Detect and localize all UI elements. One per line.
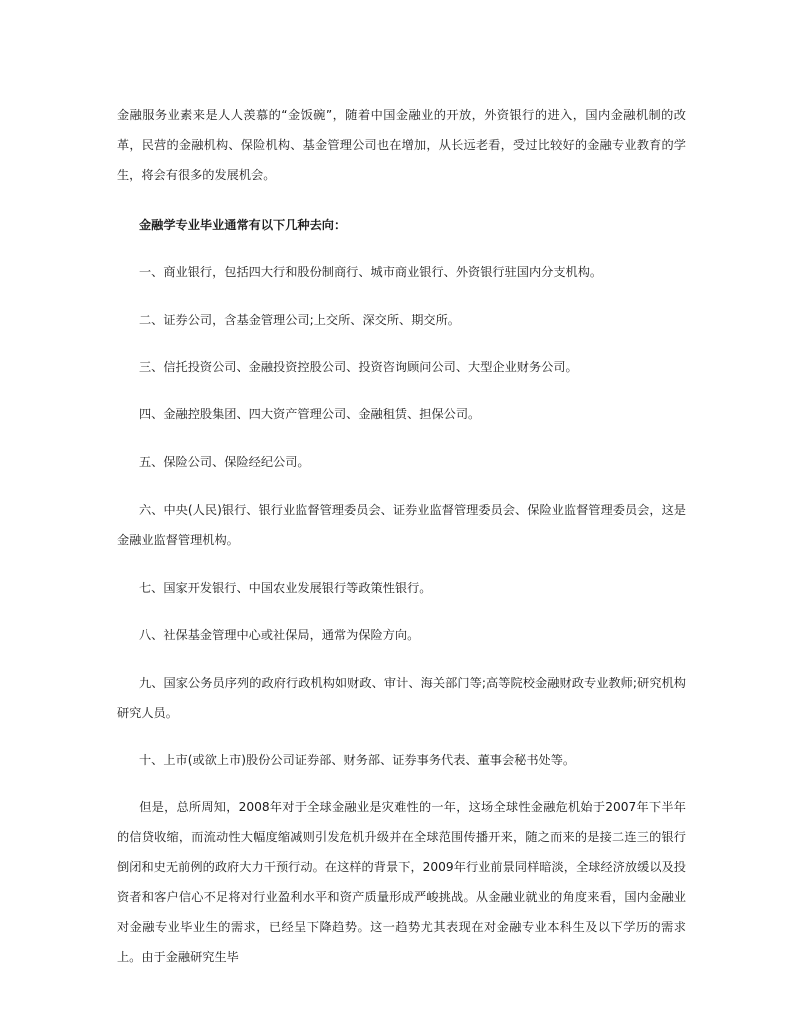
list-item-10: 十、上市(或欲上市)股份公司证券部、财务部、证券事务代表、董事会秘书处等。 xyxy=(139,753,576,767)
list-item-5: 五、保险公司、保险经纪公司。 xyxy=(139,455,310,469)
closing-paragraph xyxy=(117,792,686,972)
list-item-3: 三、信托投资公司、金融投资控股公司、投资咨询顾问公司、大型企业财务公司。 xyxy=(139,360,578,374)
closing-paragraph-text: 但是，总所周知，2008年对于全球金融业是灾难性的一年，这场全球性金融危机始于2007年下半年的信贷收缩，而流动性大幅度缩减则引发危机升级并在全球范围传播开来，随之而来的是接二连三的银行倒闭和史无前例的政府大力干预行动。在这样的背景下，2009年行业前景同样暗淡，全球经济放缓以及投资者和客户信心不足将对行业盈利水平和资产质量形成严峻挑战。从金融业就业的角度来看，国内金融业对金融专业毕业生的需求，已经呈下降趋势。这一趋势尤其表现在对金融专业本科生及以下学历的需求上。由于金融研究生毕 xyxy=(117,800,686,964)
list-item-6 xyxy=(117,495,686,555)
list-item-7: 七、国家开发银行、中国农业发展银行等政策性银行。 xyxy=(139,581,432,595)
list-item-6-text: 六、中央(人民)银行、银行业监督管理委员会、证券业监督管理委员会、保险业监督管理委员会，这是金融业监督管理机构。 xyxy=(117,503,686,547)
list-item-9-text: 九、国家公务员序列的政府行政机构如财政、审计、海关部门等;高等院校金融财政专业教师;研究机构研究人员。 xyxy=(117,676,686,720)
list-item-8: 八、社保基金管理中心或社保局，通常为保险方向。 xyxy=(139,628,420,642)
list-item-2: 二、证券公司，含基金管理公司;上交所、深交所、期交所。 xyxy=(139,313,460,327)
list-item-4: 四、金融控股集团、四大资产管理公司、金融租赁、担保公司。 xyxy=(139,407,481,421)
intro-paragraph: 金融服务业素来是人人羡慕的“金饭碗”，随着中国金融业的开放，外资银行的进入，国内金融机制的改革，民营的金融机构、保险机构、基金管理公司也在增加，从长远老看，受过比较好的金融专业教育的学生，将会有很多的发展机会。 xyxy=(117,108,686,182)
list-item-9 xyxy=(117,668,686,728)
list-item-1: 一、商业银行，包括四大行和股份制商行、城市商业银行、外资银行驻国内分支机构。 xyxy=(139,265,603,279)
section-heading: 金融学专业毕业通常有以下几种去向： xyxy=(139,218,347,232)
